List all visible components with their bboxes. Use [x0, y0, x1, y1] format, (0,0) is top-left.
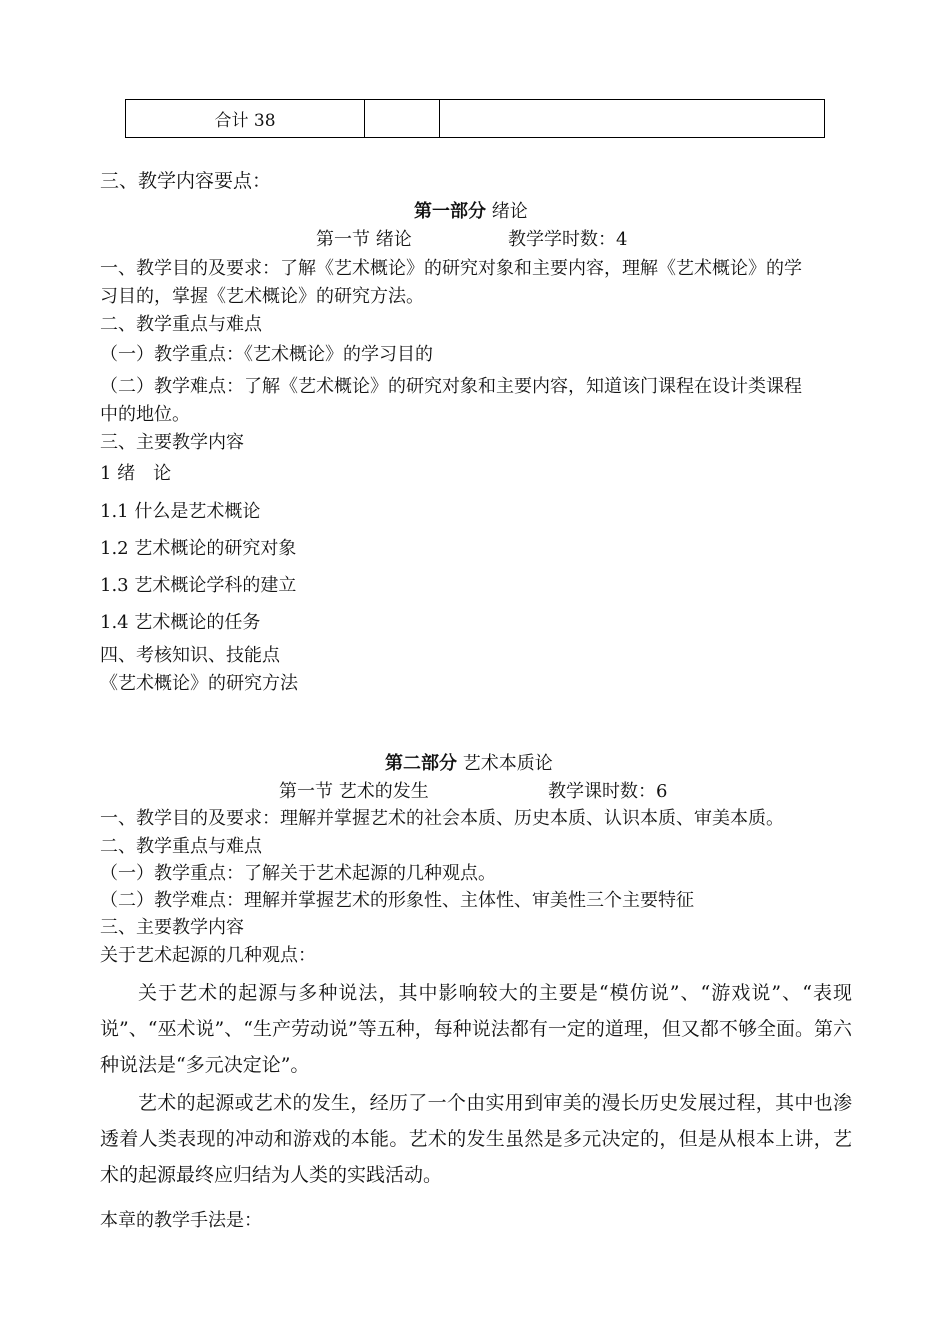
part1-assess-heading: 四、考核知识、技能点	[100, 645, 280, 666]
paragraph: 艺术的起源或艺术的发生，经历了一个由实用到审美的漫长历史发展过程，其中也渗透着人类表现的冲动和游戏的本能。艺术的发生虽然是多元决定的，但是从根本上讲，艺术的起源最终应归结为人类的实践活动。	[100, 1092, 852, 1186]
part1-chapter: 1 绪 论	[100, 463, 172, 484]
total-hours-table	[125, 99, 825, 138]
part1-title-rest: 绪论	[491, 201, 528, 222]
total-label-cell: 合计 38	[126, 100, 365, 138]
part2-method-heading: 本章的教学手法是：	[100, 1210, 262, 1231]
part2-title-bold: 第二部分	[385, 753, 457, 774]
part1-title-bold: 第一部分	[414, 201, 486, 222]
table-row	[126, 100, 825, 138]
part1-section-label: 第一节 绪论	[316, 229, 412, 250]
part1-difficulty-line2: 中的地位。	[100, 404, 190, 425]
part1-key-point: （一）教学重点：《艺术概论》的学习目的	[100, 344, 433, 365]
part2-hours-label: 教学课时数：6	[548, 781, 668, 802]
part1-title	[414, 197, 528, 223]
part2-views-heading: 关于艺术起源的几种观点：	[100, 945, 316, 966]
part1-assess-text: 《艺术概论》的研究方法	[100, 673, 298, 694]
part2-key-heading: 二、教学重点与难点	[100, 836, 262, 857]
paragraph: 关于艺术的起源与多种说法，其中影响较大的主要是“模仿说”、“游戏说”、“表现说”、“巫术说”、“生产劳动说”等五种，每种说法都有一定的道理，但又都不够全面。第六种说法是“多元决定论”。	[100, 982, 852, 1076]
part2-content-heading: 三、主要教学内容	[100, 917, 244, 938]
part1-goal-line2: 习目的，掌握《艺术概论》的研究方法。	[100, 286, 424, 307]
part1-difficulty-line1: （二）教学难点：了解《艺术概论》的研究对象和主要内容，知道该门课程在设计类课程	[100, 376, 802, 397]
section-heading: 三、教学内容要点：	[100, 170, 272, 192]
part2-key-point: （一）教学重点：了解关于艺术起源的几种观点。	[100, 863, 496, 884]
list-item: 1.2 艺术概论的研究对象	[100, 538, 297, 559]
part2-title-rest: 艺术本质论	[462, 753, 553, 774]
table-cell-empty	[365, 100, 440, 138]
part2-goal: 一、教学目的及要求：理解并掌握艺术的社会本质、历史本质、认识本质、审美本质。	[100, 808, 784, 829]
part2-difficulty: （二）教学难点：理解并掌握艺术的形象性、主体性、审美性三个主要特征	[100, 890, 694, 911]
part2-paragraph-2	[100, 1085, 852, 1193]
table-cell-empty-wide	[440, 100, 825, 138]
part2-title	[385, 749, 553, 775]
part1-content-heading: 三、主要教学内容	[100, 432, 244, 453]
part1-goal-line1: 一、教学目的及要求：了解《艺术概论》的研究对象和主要内容，理解《艺术概论》的学	[100, 258, 802, 279]
list-item: 1.1 什么是艺术概论	[100, 501, 261, 522]
part2-paragraph-1	[100, 975, 852, 1083]
list-item: 1.3 艺术概论学科的建立	[100, 575, 297, 596]
part1-key-heading: 二、教学重点与难点	[100, 314, 262, 335]
part2-section-label: 第一节 艺术的发生	[279, 781, 429, 802]
list-item: 1.4 艺术概论的任务	[100, 612, 261, 633]
part1-hours-label: 教学学时数：4	[508, 229, 628, 250]
